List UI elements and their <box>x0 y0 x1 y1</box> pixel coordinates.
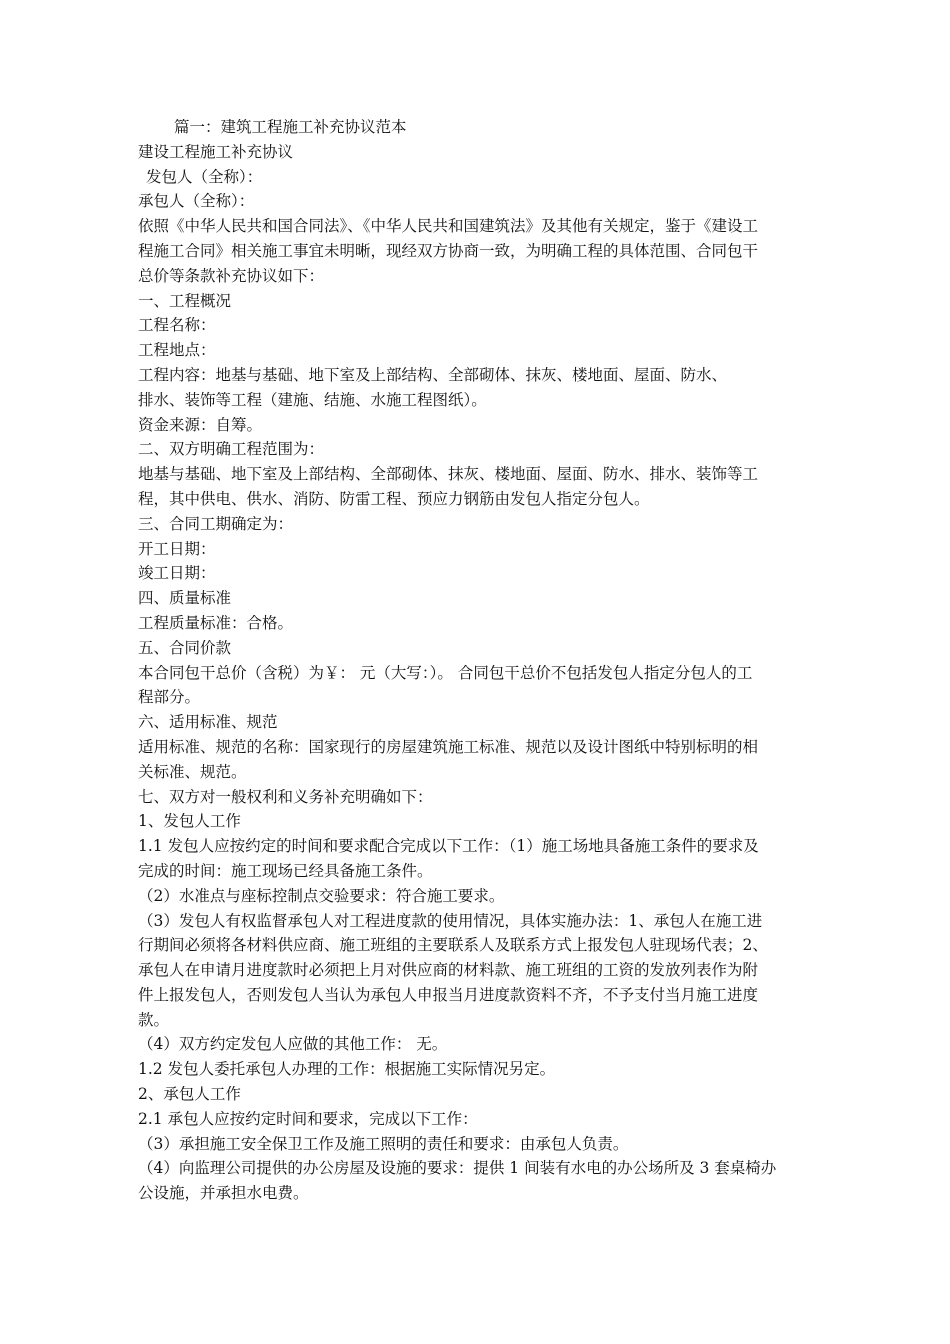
preamble-line-2: 程施工合同》相关施工事宜未明晰，现经双方协商一致，为明确工程的具体范围、合同包干 <box>138 241 759 260</box>
clause-3-line-4: 件上报发包人，否则发包人当认为承包人申报当月进度款资料不齐，不予支付当月施工进度 <box>138 985 759 1004</box>
funding-source-line: 资金来源：自筹。 <box>138 415 263 434</box>
contractor-clause-3-line: （3）承担施工安全保卫工作及施工照明的责任和要求：由承包人负责。 <box>138 1134 629 1153</box>
standards-line-2: 关标准、规范。 <box>138 762 247 781</box>
project-location-line: 工程地点： <box>138 341 216 360</box>
section-2-heading: 二、双方明确工程范围为： <box>138 440 325 459</box>
scope-line-1: 地基与基础、地下室及上部结构、全部砌体、抹灰、楼地面、屋面、防水、排水、装饰等工 <box>138 465 759 484</box>
contractor-work-heading: 2、承包人工作 <box>138 1085 241 1104</box>
contractor-clause-4-line-2: 公设施，并承担水电费。 <box>138 1184 309 1203</box>
clause-2-1-line: 2.1 承包人应按约定时间和要求，完成以下工作： <box>138 1109 478 1128</box>
employer-work-heading: 1、发包人工作 <box>138 812 241 831</box>
clause-2-line: （2）水准点与座标控制点交验要求：符合施工要求。 <box>138 886 505 905</box>
clause-1-1-line-2: 完成的时间：施工现场已经具备施工条件。 <box>138 861 433 880</box>
start-date-line: 开工日期： <box>138 539 216 558</box>
document-heading: 篇一：建筑工程施工补充协议范本 <box>174 118 407 136</box>
section-1-heading: 一、工程概况 <box>138 291 232 310</box>
quality-standard-line: 工程质量标准：合格。 <box>138 613 294 632</box>
section-7-heading: 七、双方对一般权利和义务补充明确如下： <box>138 787 433 806</box>
section-3-heading: 三、合同工期确定为： <box>138 514 294 533</box>
clause-3-line-2: 行期间必须将各材料供应商、施工班组的主要联系人及联系方式上报发包人驻现场代表；2、 <box>138 936 768 955</box>
section-5-heading: 五、合同价款 <box>138 638 232 657</box>
contractor-clause-4-line-1: （4）向监理公司提供的办公房屋及设施的要求：提供 1 间装有水电的办公场所及 3 套桌椅办 <box>138 1159 777 1178</box>
section-6-heading: 六、适用标准、规范 <box>138 713 278 732</box>
contract-price-line-2: 程部分。 <box>138 688 201 707</box>
completion-date-line: 竣工日期： <box>138 564 216 583</box>
clause-4-line: （4）双方约定发包人应做的其他工作： 无。 <box>138 1035 448 1054</box>
scope-line-2: 程，其中供电、供水、消防、防雷工程、预应力钢筋由发包人指定分包人。 <box>138 489 650 508</box>
project-content-line-1: 工程内容：地基与基础、地下室及上部结构、全部砌体、抹灰、楼地面、屋面、防水、 <box>138 365 728 384</box>
employer-line: 发包人（全称）： <box>146 167 263 186</box>
clause-1-2-line: 1.2 发包人委托承包人办理的工作：根据施工实际情况另定。 <box>138 1060 556 1079</box>
contract-price-line-1: 本合同包干总价（含税）为￥： 元（大写：）。 合同包干总价不包括发包人指定分包人的工 <box>138 663 753 682</box>
clause-1-1-line-1: 1.1 发包人应按约定的时间和要求配合完成以下工作：（1）施工场地具备施工条件的要求及 <box>138 837 759 856</box>
clause-3-line-3: 承包人在申请月进度款时必须把上月对供应商的材料款、施工班组的工资的发放列表作为附 <box>138 961 759 980</box>
clause-3-line-1: （3）发包人有权监督承包人对工程进度款的使用情况，具体实施办法：1、承包人在施工进 <box>138 911 763 930</box>
clause-3-line-5: 款。 <box>138 1010 170 1029</box>
contractor-line: 承包人（全称）： <box>138 192 255 211</box>
project-content-line-2: 排水、装饰等工程（建施、结施、水施工程图纸）。 <box>138 390 487 409</box>
agreement-title: 建设工程施工补充协议 <box>138 142 294 161</box>
standards-line-1: 适用标准、规范的名称：国家现行的房屋建筑施工标准、规范以及设计图纸中特别标明的相 <box>138 737 759 756</box>
project-name-line: 工程名称： <box>138 316 216 335</box>
preamble-line-1: 依照《中华人民共和国合同法》、《中华人民共和国建筑法》及其他有关规定，鉴于《建设工 <box>138 217 759 236</box>
document-body <box>138 115 813 1206</box>
section-4-heading: 四、质量标准 <box>138 589 232 608</box>
preamble-line-3: 总价等条款补充协议如下： <box>138 266 325 285</box>
